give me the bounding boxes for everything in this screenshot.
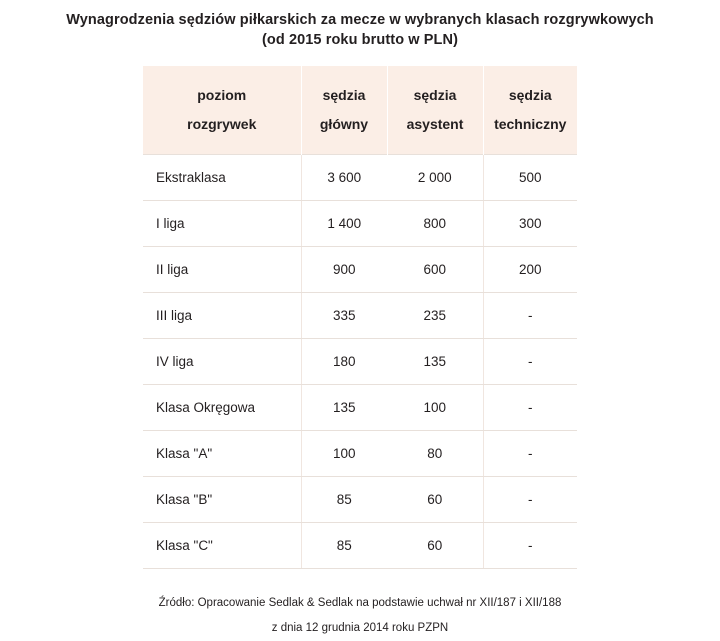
column-header-main-referee-line2: główny [319, 116, 369, 132]
column-header-level-line2: rozgrywek [187, 116, 257, 132]
table-header [143, 66, 577, 155]
cell-assistant-referee: 600 [387, 247, 483, 293]
cell-technical-referee: - [483, 431, 577, 477]
cell-assistant-referee: 800 [387, 201, 483, 247]
cell-assistant-referee: 235 [387, 293, 483, 339]
cell-main-referee: 85 [301, 477, 387, 523]
cell-technical-referee: - [483, 523, 577, 569]
table-row [143, 477, 577, 523]
cell-assistant-referee: 60 [387, 523, 483, 569]
table-row [143, 431, 577, 477]
cell-main-referee: 85 [301, 523, 387, 569]
cell-technical-referee: 500 [483, 155, 577, 201]
cell-level: Klasa "C" [143, 523, 301, 569]
source-note [0, 591, 720, 641]
cell-main-referee: 1 400 [301, 201, 387, 247]
cell-level: Klasa "A" [143, 431, 301, 477]
column-header-level-line1: poziom [197, 87, 247, 103]
cell-technical-referee: - [483, 339, 577, 385]
cell-assistant-referee: 80 [387, 431, 483, 477]
cell-level: II liga [143, 247, 301, 293]
cell-technical-referee: 200 [483, 247, 577, 293]
cell-technical-referee: - [483, 293, 577, 339]
cell-level: IV liga [143, 339, 301, 385]
cell-main-referee: 335 [301, 293, 387, 339]
column-header-assistant-referee-line1: sędzia [413, 87, 457, 103]
title-line-2: (od 2015 roku brutto w PLN) [261, 32, 459, 48]
column-header-main-referee [301, 66, 387, 155]
cell-main-referee: 3 600 [301, 155, 387, 201]
column-header-level [143, 66, 301, 155]
table-row [143, 339, 577, 385]
cell-level: I liga [143, 201, 301, 247]
cell-level: Ekstraklasa [143, 155, 301, 201]
table-row [143, 385, 577, 431]
table-body [143, 155, 577, 569]
cell-main-referee: 100 [301, 431, 387, 477]
cell-assistant-referee: 2 000 [387, 155, 483, 201]
column-header-assistant-referee [387, 66, 483, 155]
column-header-assistant-referee-line2: asystent [406, 116, 464, 132]
column-header-main-referee-line1: sędzia [322, 87, 366, 103]
cell-main-referee: 135 [301, 385, 387, 431]
source-line-1: Źródło: Opracowanie Sedlak & Sedlak na podstawie uchwał nr XII/187 i XII/188 [158, 597, 562, 609]
column-header-technical-referee [483, 66, 577, 155]
cell-main-referee: 180 [301, 339, 387, 385]
cell-assistant-referee: 60 [387, 477, 483, 523]
cell-level: Klasa "B" [143, 477, 301, 523]
title-line-1: Wynagrodzenia sędziów piłkarskich za mecze w wybranych klasach rozgrywkowych [66, 12, 654, 28]
table-row [143, 293, 577, 339]
table-row [143, 155, 577, 201]
cell-level: Klasa Okręgowa [143, 385, 301, 431]
cell-assistant-referee: 135 [387, 339, 483, 385]
cell-technical-referee: - [483, 385, 577, 431]
cell-level: III liga [143, 293, 301, 339]
table-row [143, 201, 577, 247]
table-header-row [143, 66, 577, 155]
table-wrapper [143, 66, 577, 569]
column-header-technical-referee-line2: techniczny [494, 116, 567, 132]
column-header-technical-referee-line1: sędzia [508, 87, 552, 103]
cell-technical-referee: 300 [483, 201, 577, 247]
chart-title [0, 0, 720, 50]
table-row [143, 523, 577, 569]
source-line-2: z dnia 12 grudnia 2014 roku PZPN [271, 622, 449, 634]
cell-technical-referee: - [483, 477, 577, 523]
salary-table [143, 66, 577, 569]
cell-assistant-referee: 100 [387, 385, 483, 431]
cell-main-referee: 900 [301, 247, 387, 293]
table-row [143, 247, 577, 293]
